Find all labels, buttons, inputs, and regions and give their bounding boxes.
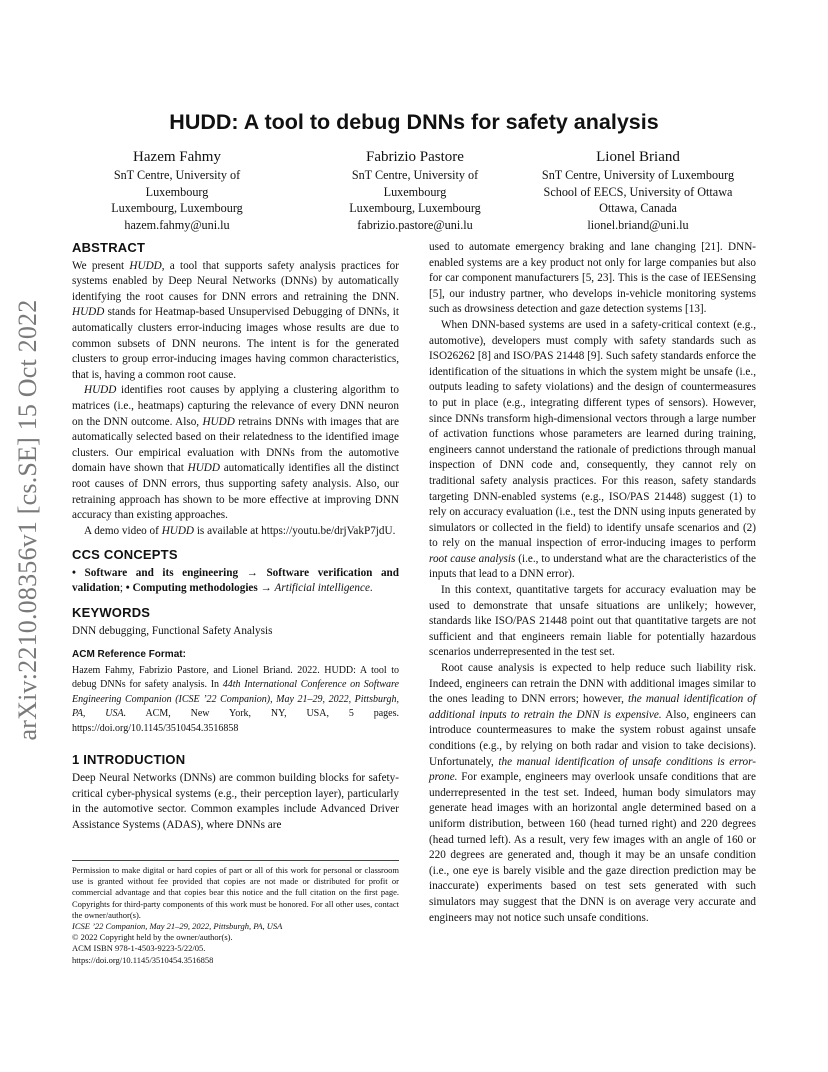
author-2 bbox=[320, 148, 510, 233]
introduction-paragraph: Deep Neural Networks (DNNs) are common building blocks for safety-critical cyber-physical systems (e.g., their perception layer), particularly in the automotive sector. Common examples include Advanced Driver Assistance Systems (ADAS), where DNNs are bbox=[72, 771, 399, 831]
isbn-line: ACM ISBN 978-1-4503-9223-5/22/05. bbox=[72, 943, 206, 954]
introduction-heading: 1 INTRODUCTION bbox=[72, 752, 186, 768]
author-location: Luxembourg, Luxembourg bbox=[111, 201, 243, 216]
copyright-line: © 2022 Copyright held by the owner/author(s). bbox=[72, 932, 233, 943]
body-paragraph: used to automate emergency braking and lane changing [21]. DNN-enabled systems are a key product not only for large companies but also for car component manufacturers [5, 23]. This is the case of IEESensing [5], our industry partner, who develops in-vehicle monitoring systems such as drowsiness detection and gaze detection systems [13]. bbox=[429, 241, 756, 316]
body-paragraph: Root cause analysis is expected to help reduce such liability risk. Indeed, engineers can retrain the DNN with additional images similar to the ones leading to DNN errors; however, the manual identification of additional inputs to retrain the DNN is expensive. Also, engineers can introduce countermeasures to make the system robust against unsafe conditions (e.g., by relying on both radar and vision to take decisions). Unfortunately, the manual identification of unsafe conditions is error-prone. For example, engineers may overlook unsafe conditions that are underrepresented in the test set. Indeed, human body simulators may generate head images with an horizontal angle determined based on a uniform distribution, between 160 (head turned right) and 220 degrees (head turned left). As a result, very few images with an angle of 160 or 220 degrees are generated and, though it may be an unsafe condition (i.e., one eye is barely visible and the gaze direction prediction may be inaccurate) experiments based on test sets generated with such simulators may suggest that the DNN is on average very accurate and engineers may not notice such unsafe conditions. bbox=[429, 662, 756, 924]
body-paragraph: In this context, quantitative targets for accuracy evaluation may be used to demonstrate that unsafe situations are unlikely; however, standards like ISO/PAS 21448 point out that quantitative targets are not sufficient and that engineers remain liable for potentially hazardous scenarios underrepresented in the test set. bbox=[429, 584, 756, 659]
acm-reference-text: Hazem Fahmy, Fabrizio Pastore, and Lionel Briand. 2022. HUDD: A tool to debug DNNs for safety analysis. In 44th International Conference on Software Engineering Companion (ICSE ’22 Companion), May 21–29, 2022, Pittsburgh, PA, USA. ACM, New York, NY, USA, 5 pages. https://doi.org/10.1145/3510454.3516858 bbox=[72, 664, 399, 734]
abstract-paragraph: HUDD identifies root causes by applying a clustering algorithm to matrices (i.e., heatmaps) capturing the relevance of every DNN neuron on the DNN outcome. Also, HUDD retrains DNNs with images that are automatically selected based on their relatedness to the identified image clusters. Our empirical evaluation with DNNs from the automotive domain have shown that HUDD automatically identifies all the distinct root causes of DNN errors, thus supporting safety analysis. Also, our retraining approach has shown to be more effective at improving DNN accuracy than existing approaches. bbox=[72, 384, 399, 522]
author-3 bbox=[520, 148, 756, 233]
author-email: hazem.fahmy@uni.lu bbox=[124, 217, 230, 232]
permission-notice: Permission to make digital or hard copies of part or all of this work for personal or classroom use is granted without fee provided that copies are not made or distributed for profit or commercial advantage and that copies bear this notice and the full citation on the first page. Copyrights for third-party components of this work must be honored. For all other uses, contact the owner/author(s). bbox=[72, 865, 399, 920]
paper-title: HUDD: A tool to debug DNNs for safety analysis bbox=[169, 110, 659, 134]
arxiv-identifier-sidebar: arXiv:2210.08356v1 [cs.SE] 15 Oct 2022 bbox=[13, 299, 42, 741]
right-column bbox=[429, 240, 756, 926]
abstract-paragraph: A demo video of HUDD is available at https://youtu.be/drjVakP7jdU. bbox=[84, 524, 396, 537]
ccs-heading: CCS CONCEPTS bbox=[72, 547, 178, 563]
author-location: Luxembourg, Luxembourg bbox=[349, 201, 481, 216]
author-name: Hazem Fahmy bbox=[133, 149, 221, 165]
author-affiliation: SnT Centre, University of bbox=[351, 168, 479, 182]
venue-line: ICSE ’22 Companion, May 21–29, 2022, Pittsburgh, PA, USA bbox=[72, 921, 283, 932]
keywords-heading: KEYWORDS bbox=[72, 605, 151, 621]
author-affiliation: Luxembourg bbox=[145, 184, 209, 199]
author-affiliation: Luxembourg bbox=[383, 184, 447, 199]
author-1 bbox=[82, 148, 272, 233]
author-email: fabrizio.pastore@uni.lu bbox=[357, 217, 473, 232]
author-affiliation: SnT Centre, University of bbox=[113, 168, 241, 182]
author-affiliation: SnT Centre, University of Luxembourg bbox=[541, 168, 735, 182]
author-location: Ottawa, Canada bbox=[599, 201, 677, 216]
keywords-text: DNN debugging, Functional Safety Analysis bbox=[72, 624, 273, 637]
ccs-concepts: • Software and its engineering → Software verification and validation; • Computing methodologies → Artificial intelligence. bbox=[72, 566, 400, 595]
author-name: Fabrizio Pastore bbox=[366, 149, 464, 165]
abstract-heading: ABSTRACT bbox=[72, 240, 146, 255]
author-email: lionel.briand@uni.lu bbox=[587, 217, 689, 232]
author-name: Lionel Briand bbox=[596, 149, 680, 165]
left-column bbox=[72, 240, 399, 833]
footnote-block bbox=[72, 860, 399, 966]
acm-reference-heading: ACM Reference Format: bbox=[72, 649, 186, 661]
author-affiliation: School of EECS, University of Ottawa bbox=[543, 184, 733, 199]
doi-line: https://doi.org/10.1145/3510454.3516858 bbox=[72, 954, 214, 965]
body-paragraph: When DNN-based systems are used in a safety-critical context (e.g., automotive), developers must comply with safety standards such as ISO26262 [8] and ISO/PAS 21448 [9]. Such safety standards enforce the identification of the situations in which the system might be unsafe (i.e., outputs leading to safety violations) and the design of countermeasures to put in place (e.g., integrating different types of sensors). However, since DNNs transform high-dimensional vectors through a large number of activation functions whose parameters are learned during training, engineers cannot understand the rationale of predictions through manual inspection of DNN code and, consequently, they cannot rely on traditional safety analysis practices. For this reason, safety standards targeting DNN-enabled systems (e.g., ISO/PAS 21448) suggest (1) to rely on accuracy evaluation (i.e., test the DNN using inputs generated by simulators or collected in the field) to identify unsafe scenarios and (2) to rely on the manual inspection of error-inducing images to perform root cause analysis (i.e., to understand what are the characteristics of the inputs that lead to a DNN error). bbox=[429, 318, 756, 581]
abstract-paragraph: We present HUDD, a tool that supports safety analysis practices for systems enabled by Deep Neural Networks (DNNs) by automatically identifying the root causes for DNN errors and retraining the DNN. HUDD stands for Heatmap-based Unsupervised Debugging of DNNs, it automatically clusters error-inducing images whose results are due to common subsets of DNN neurons. The intent is for the generated clusters to group error-inducing images having common characteristics, that is, having a common root cause. bbox=[72, 259, 399, 381]
